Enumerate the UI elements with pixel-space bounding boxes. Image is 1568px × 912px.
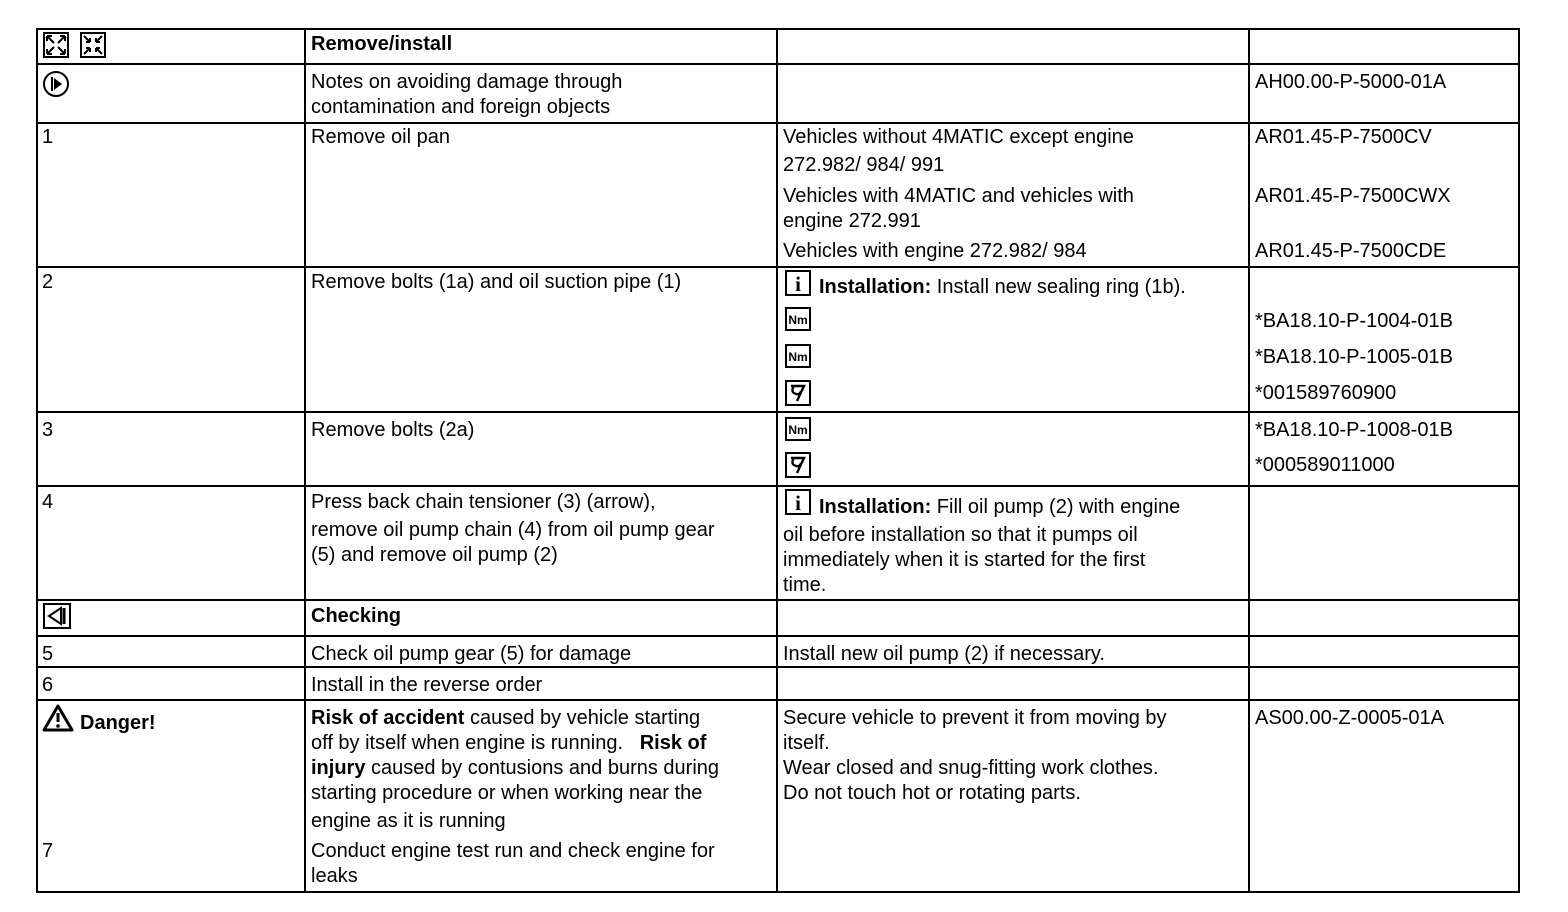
installation-note bbox=[819, 275, 1186, 300]
installation-text: Fill oil pump (2) with engine bbox=[931, 496, 1181, 518]
condition-text: Vehicles with engine 272.982/ 984 bbox=[783, 240, 1087, 262]
risk-text: starting procedure or when working near the bbox=[311, 782, 703, 804]
step-action: Conduct engine test run and check engine for bbox=[311, 840, 715, 862]
safety-measure: Do not touch hot or rotating parts. bbox=[783, 782, 1081, 804]
condition-text: 272.982/ 984/ 991 bbox=[783, 154, 945, 176]
checking-arrow-icon bbox=[43, 603, 71, 629]
tool-reference-link[interactable]: *001589760900 bbox=[1255, 382, 1397, 404]
danger-label: Danger! bbox=[80, 712, 156, 734]
step-action: Check oil pump gear (5) for damage bbox=[311, 643, 632, 665]
step-number: 4 bbox=[42, 491, 54, 513]
step-number: 3 bbox=[42, 419, 54, 441]
torque-reference-link[interactable]: *BA18.10-P-1005-01B bbox=[1255, 346, 1453, 368]
compress-arrows-icon bbox=[80, 32, 106, 58]
torque-nm-icon bbox=[785, 307, 811, 331]
risk-text: engine as it is running bbox=[311, 810, 506, 832]
step-action: Remove oil pan bbox=[311, 126, 450, 148]
torque-reference-link[interactable]: *BA18.10-P-1008-01B bbox=[1255, 419, 1453, 441]
condition-text: Vehicles without 4MATIC except engine bbox=[783, 126, 1134, 148]
info-box-icon bbox=[785, 270, 811, 296]
risk-heading: injury bbox=[311, 757, 366, 779]
step-action: remove oil pump chain (4) from oil pump gear bbox=[311, 519, 715, 541]
notes-text-line2: contamination and foreign objects bbox=[311, 96, 611, 118]
installation-label: Installation: bbox=[819, 276, 932, 298]
installation-text: Install new sealing ring (1b). bbox=[931, 276, 1186, 298]
step-number: 6 bbox=[42, 674, 54, 696]
step-number: 2 bbox=[42, 271, 54, 293]
step-number: 7 bbox=[42, 840, 54, 862]
risk-text: off by itself when engine is running. Risk of bbox=[311, 732, 707, 754]
notes-reference-link[interactable]: AH00.00-P-5000-01A bbox=[1255, 71, 1447, 93]
special-tool-icon bbox=[785, 380, 811, 406]
section-title-remove-install: Remove/install bbox=[311, 33, 453, 55]
step-number: 5 bbox=[42, 643, 54, 665]
step-action: leaks bbox=[311, 865, 358, 887]
risk-text: Risk of accident caused by vehicle starting bbox=[311, 707, 701, 729]
svg-text:i: i bbox=[795, 272, 801, 296]
tool-reference-link[interactable]: *000589011000 bbox=[1255, 454, 1395, 476]
notes-text-line1: Notes on avoiding damage through bbox=[311, 71, 623, 93]
info-box-icon bbox=[785, 489, 811, 515]
safety-measure: itself. bbox=[783, 732, 830, 754]
expand-arrows-icon bbox=[43, 32, 69, 58]
torque-nm-icon bbox=[785, 344, 811, 368]
torque-reference-link[interactable]: *BA18.10-P-1004-01B bbox=[1255, 310, 1453, 332]
step-note: Install new oil pump (2) if necessary. bbox=[783, 643, 1105, 665]
svg-text:i: i bbox=[795, 491, 801, 515]
step-action: Press back chain tensioner (3) (arrow), bbox=[311, 491, 656, 513]
step-action: Install in the reverse order bbox=[311, 674, 543, 696]
reference-link[interactable]: AR01.45-P-7500CV bbox=[1255, 126, 1432, 148]
step-action: Remove bolts (2a) bbox=[311, 419, 475, 441]
section-title-checking: Checking bbox=[311, 605, 402, 627]
reference-link[interactable]: AR01.45-P-7500CWX bbox=[1255, 185, 1451, 207]
torque-nm-icon bbox=[785, 417, 811, 441]
note-circle-icon bbox=[42, 70, 70, 98]
safety-measure: Wear closed and snug-fitting work clothes. bbox=[783, 757, 1159, 779]
step-action: Remove bolts (1a) and oil suction pipe (1) bbox=[311, 271, 682, 293]
installation-text: time. bbox=[783, 574, 827, 596]
danger-triangle-icon bbox=[42, 704, 74, 732]
risk-heading: Risk of bbox=[639, 732, 707, 754]
svg-text:Nm: Nm bbox=[788, 313, 808, 327]
svg-text:Nm: Nm bbox=[788, 423, 808, 437]
svg-text:Nm: Nm bbox=[788, 350, 808, 364]
risk-text: injury caused by contusions and burns during bbox=[311, 757, 720, 779]
installation-note bbox=[819, 495, 1180, 520]
safety-measure: Secure vehicle to prevent it from moving by bbox=[783, 707, 1167, 729]
special-tool-icon bbox=[785, 452, 811, 478]
risk-heading: Risk of accident bbox=[311, 707, 465, 729]
reference-link[interactable]: AR01.45-P-7500CDE bbox=[1255, 240, 1447, 262]
safety-reference-link[interactable]: AS00.00-Z-0005-01A bbox=[1255, 707, 1445, 729]
installation-label: Installation: bbox=[819, 496, 932, 518]
condition-text: Vehicles with 4MATIC and vehicles with bbox=[783, 185, 1134, 207]
installation-text: immediately when it is started for the first bbox=[783, 549, 1146, 571]
step-number: 1 bbox=[42, 126, 54, 148]
condition-text: engine 272.991 bbox=[783, 210, 921, 232]
step-action: (5) and remove oil pump (2) bbox=[311, 544, 558, 566]
installation-text: oil before installation so that it pumps oil bbox=[783, 524, 1138, 546]
procedure-table bbox=[36, 28, 1520, 893]
